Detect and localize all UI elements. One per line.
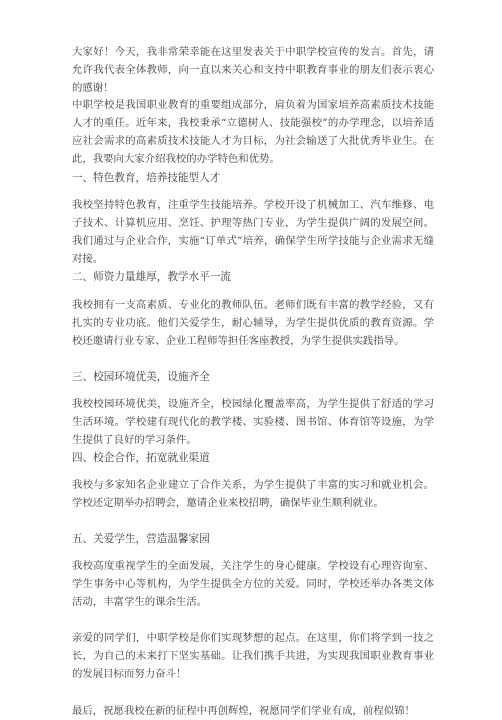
section-3-heading: 三、校园环境优美，设施齐全 <box>72 371 210 383</box>
section-5-heading: 五、关爱学生，营造温馨家园 <box>72 533 210 545</box>
section-1-heading: 一、特色教育，培养技能型人才 <box>72 172 221 184</box>
intro-paragraph-1: 大家好！今天，我非常荣幸能在这里发表关于中职学校宣传的发言。首先，请允许我代表全体教师，向一直以来关心和支持中职教育事业的朋友们表示衷心的感谢！ <box>72 46 434 94</box>
section-2-heading: 二、师资力量雄厚，教学水平一流 <box>72 271 231 283</box>
intro-paragraph-2: 中职学校是我国职业教育的重要组成部分，肩负着为国家培养高素质技术技能人才的重任。近年来，我校秉承“立德树人、技能强校”的办学理念，以培养适应社会需求的高素质技术技能人才为目标，为社会输送了大批优秀毕业生。在此，我要向大家介绍我校的办学特色和优势。 <box>72 99 434 165</box>
section-4-heading: 四、校企合作，拓宽就业渠道 <box>72 452 210 464</box>
section-2-body: 我校拥有一支高素质、专业化的教师队伍。老师们既有丰富的教学经验，又有扎实的专业功底。他们关爱学生，耐心辅导，为学生提供优质的教育资源。学校还邀请行业专家、企业工程师等担任客座教授，为学生提供实践指导。 <box>72 299 434 347</box>
closing-paragraph-2: 最后，祝愿我校在新的征程中再创辉煌，祝愿同学们学业有成，前程似锦！ <box>72 705 415 717</box>
section-1-body: 我校坚持特色教育，注重学生技能培养。学校开设了机械加工、汽车维修、电子技术、计算机应用、烹饪、护理等热门专业，为学生提供广阔的发展空间。我们通过与企业合作，实施“订单式”培养，确保学生所学技能与企业需求无缝对接。 <box>72 199 434 265</box>
section-4-body: 我校与多家知名企业建立了合作关系，为学生提供了丰富的实习和就业机会。学校还定期举办招聘会，邀请企业来校招聘，确保毕业生顺利就业。 <box>72 479 434 509</box>
closing-paragraph-1: 亲爱的同学们，中职学校是你们实现梦想的起点。在这里，你们将学到一技之长，为自己的未来打下坚实基础。让我们携手共进，为实现我国职业教育事业的发展目标而努力奋斗！ <box>72 632 434 680</box>
section-5-body: 我校高度重视学生的全面发展，关注学生的身心健康。学校设有心理咨询室、学生事务中心等机构，为学生提供全方位的关爱。同时，学校还举办各类文体活动，丰富学生的课余生活。 <box>72 560 434 608</box>
section-3-body: 我校校园环境优美，设施齐全，校园绿化覆盖率高，为学生提供了舒适的学习生活环境。学校建有现代化的教学楼、实验楼、图书馆、体育馆等设施，为学生提供了良好的学习条件。 <box>72 398 434 446</box>
